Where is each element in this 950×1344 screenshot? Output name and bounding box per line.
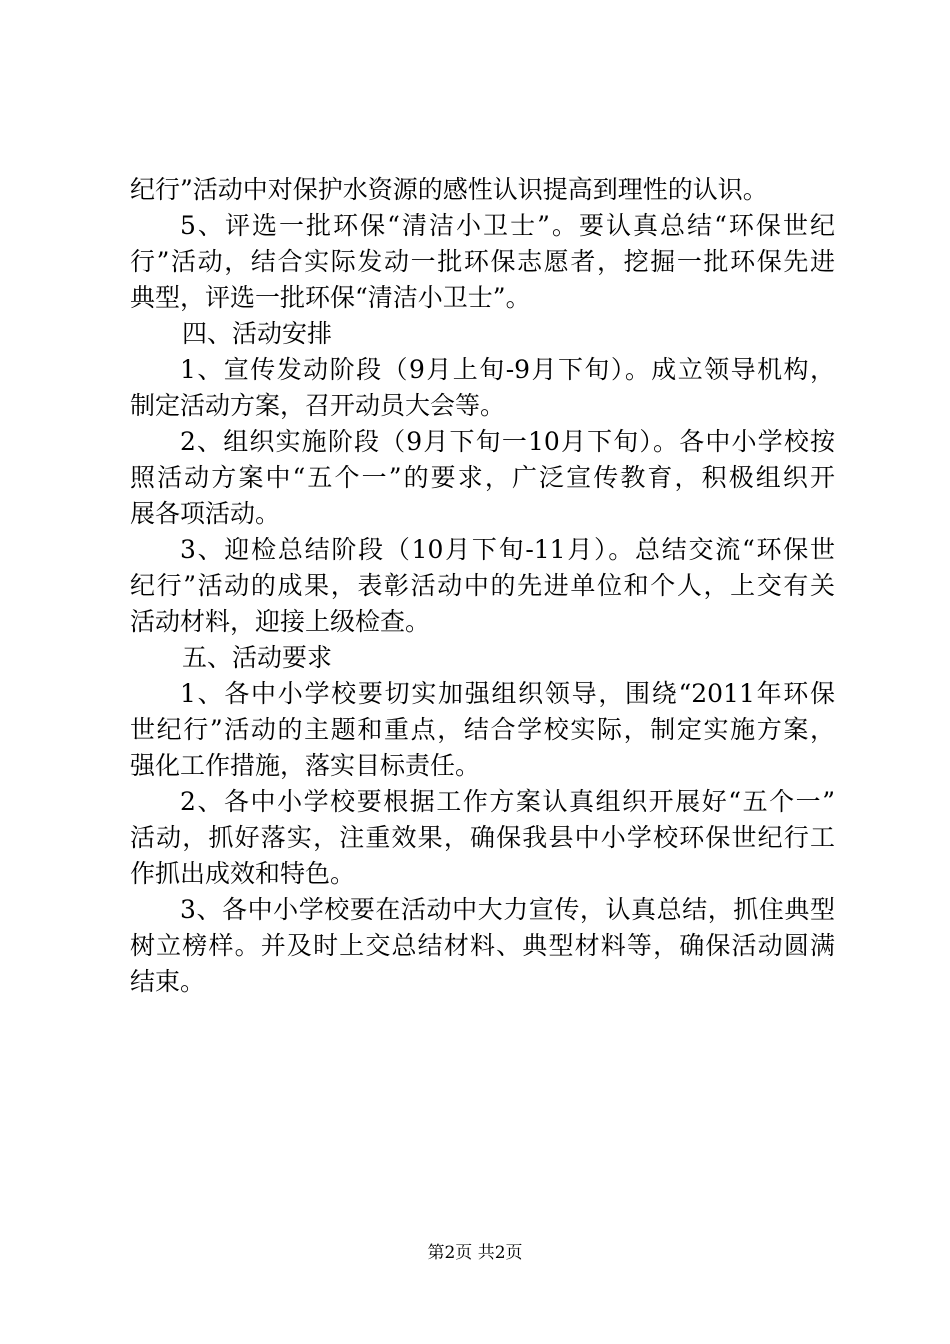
text-line: 纪行”活动的成果，表彰活动中的先进单位和个人，上交有关 — [130, 571, 835, 600]
text-line: 照活动方案中“五个一”的要求，广泛宣传教育，积极组织开 — [130, 463, 835, 492]
document-body — [130, 172, 835, 1000]
section-heading: 五、活动要求 — [182, 643, 333, 672]
text-line: 活动，抓好落实，注重效果，确保我县中小学校环保世纪行工 — [130, 823, 835, 852]
text-line: 活动材料，迎接上级检查。 — [130, 607, 431, 636]
text-line: 世纪行”活动的主题和重点，结合学校实际，制定实施方案， — [130, 715, 835, 744]
text-line: 行”活动，结合实际发动一批环保志愿者，挖掘一批环保先进 — [130, 247, 835, 276]
text-line: 2、各中小学校要根据工作方案认真组织开展好“五个一” — [180, 787, 835, 816]
text-line: 强化工作措施，落实目标责任。 — [130, 751, 481, 780]
text-line: 1、宣传发动阶段（9月上旬-9月下旬）。成立领导机构， — [180, 355, 835, 384]
text-line: 作抓出成效和特色。 — [130, 859, 356, 888]
text-line: 2、组织实施阶段（9月下旬一10月下旬）。各中小学校按 — [180, 427, 835, 456]
text-line: 制定活动方案，召开动员大会等。 — [130, 391, 506, 420]
text-line: 3、迎检总结阶段（10月下旬-11月）。总结交流“环保世 — [180, 535, 835, 564]
text-line: 1、各中小学校要切实加强组织领导，围绕“2011年环保 — [180, 679, 835, 708]
text-line: 典型，评选一批环保“清洁小卫士”。 — [130, 283, 531, 312]
text-line: 纪行”活动中对保护水资源的感性认识提高到理性的认识。 — [130, 175, 768, 204]
text-line: 结束。 — [130, 967, 206, 996]
text-line: 展各项活动。 — [130, 499, 281, 528]
section-heading: 四、活动安排 — [182, 319, 333, 348]
text-line: 5、评选一批环保“清洁小卫士”。要认真总结“环保世纪 — [180, 211, 835, 240]
text-line: 3、各中小学校要在活动中大力宣传，认真总结，抓住典型 — [180, 895, 835, 924]
page-number-footer: 第2页 共2页 — [427, 1243, 523, 1263]
text-line: 树立榜样。并及时上交总结材料、典型材料等，确保活动圆满 — [130, 931, 835, 960]
